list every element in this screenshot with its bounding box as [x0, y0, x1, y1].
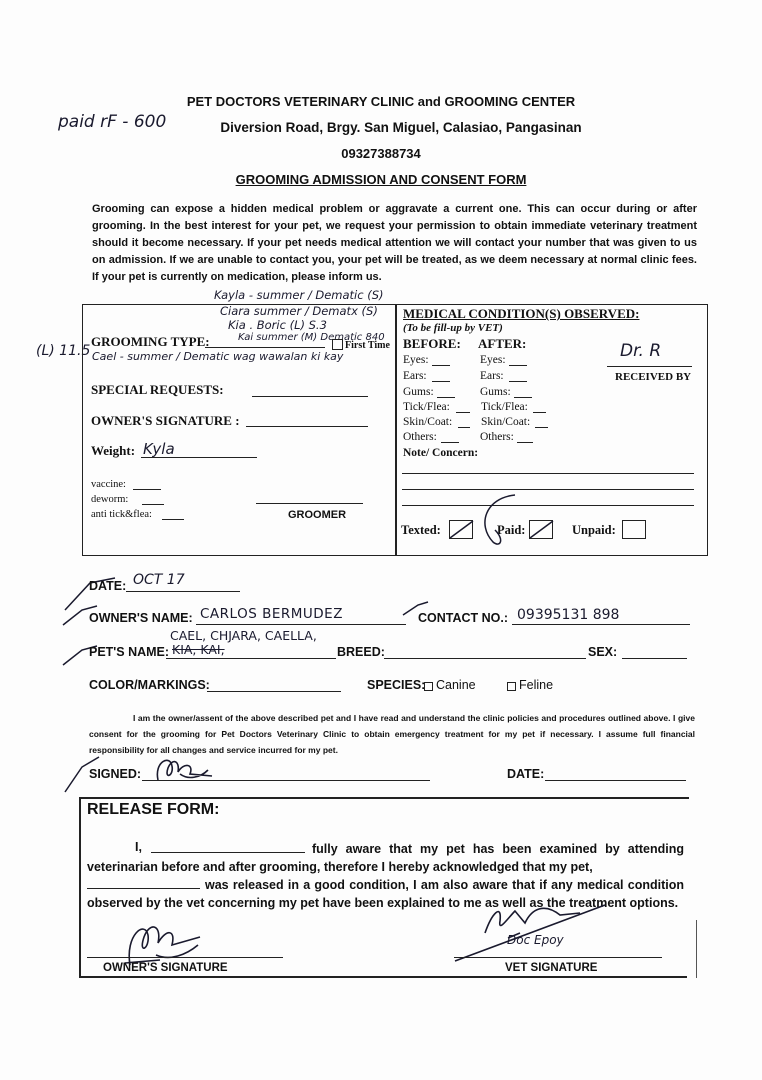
- before-gums: Gums:: [403, 386, 434, 398]
- owner-signature-label: OWNER'S SIGNATURE :: [91, 413, 240, 428]
- before-tick-flea-line[interactable]: [456, 412, 470, 413]
- after-others-line[interactable]: [517, 442, 533, 443]
- species-label: SPECIES:: [367, 678, 426, 692]
- sex-label: SEX:: [588, 645, 618, 659]
- after-gums: Gums:: [480, 386, 511, 398]
- weight-label: Weight:: [91, 443, 136, 458]
- contact-line[interactable]: [512, 624, 690, 625]
- weight-line[interactable]: [141, 457, 257, 458]
- release-right-border: [696, 920, 697, 978]
- medical-subtitle: (To be fill-up by VET): [403, 322, 503, 334]
- grooming-note-3: Kia . Boric (L) S.3: [228, 318, 327, 332]
- special-requests-line[interactable]: [252, 396, 368, 397]
- intro-paragraph: Grooming can expose a hidden medical problem or aggravate a current one. This can occur during or after grooming. In the best interest for your pet, we request your permission to obtain immediate veterinary treatment should it become necessary. If your pet needs medical attention we will contact your number that was given to us on admission. If we are unable to contact you, your pet will be treated, as we deem necessary at normal clinic fees. If your pet is currently on medication, please inform us.: [92, 203, 697, 283]
- pet-name-value: KIA, KAI,: [172, 642, 225, 657]
- first-time-checkbox[interactable]: [332, 339, 343, 350]
- release-text-b: fully aware that my pet has been examined by attending veterinarian before and after grooming, therefore I hereby acknowledged that my pet,: [87, 842, 684, 874]
- feline-checkbox[interactable]: [507, 682, 516, 691]
- release-top-border: [79, 797, 689, 799]
- owner-name-line[interactable]: [196, 624, 406, 625]
- after-skin-coat: Skin/Coat:: [481, 416, 531, 428]
- grooming-type-line[interactable]: [205, 347, 325, 348]
- groomer-line[interactable]: [256, 503, 363, 504]
- before-eyes: Eyes:: [403, 354, 429, 366]
- breed-line[interactable]: [384, 658, 586, 659]
- clinic-phone: 09327388734: [341, 146, 421, 161]
- grooming-note-5: Cael - summer / Dematic wag wawalan ki kay: [92, 350, 344, 363]
- margin-payment-note: paid rF - 600: [58, 112, 167, 132]
- date-value: OCT 17: [133, 572, 185, 588]
- after-eyes: Eyes:: [480, 354, 506, 366]
- before-others-line[interactable]: [441, 442, 459, 443]
- date2-label: DATE:: [507, 767, 545, 781]
- after-ears: Ears:: [480, 370, 504, 382]
- before-ears-line[interactable]: [432, 381, 450, 382]
- after-label: AFTER:: [478, 336, 527, 351]
- after-eyes-line[interactable]: [509, 365, 527, 366]
- before-others: Others:: [403, 431, 437, 443]
- pet-name-line[interactable]: [166, 658, 336, 659]
- breed-label: BREED:: [337, 645, 385, 659]
- contact-label: CONTACT NO.:: [418, 611, 509, 625]
- owner-signature-scribble: [150, 752, 220, 786]
- before-gums-line[interactable]: [437, 397, 455, 398]
- table-divider: [395, 305, 397, 555]
- note-line-1[interactable]: [402, 473, 694, 474]
- before-skin-coat: Skin/Coat:: [403, 416, 453, 428]
- clinic-address: Diversion Road, Brgy. San Miguel, Calasiao, Pangasinan: [220, 120, 582, 135]
- clinic-name: PET DOCTORS VETERINARY CLINIC and GROOMING CENTER: [186, 94, 576, 109]
- after-skin-coat-line[interactable]: [535, 427, 548, 428]
- medical-condition-title: MEDICAL CONDITION(S) OBSERVED:: [403, 306, 640, 321]
- grooming-note-2: Ciara summer / Dematx (S): [220, 304, 378, 318]
- texted-label: Texted:: [401, 523, 441, 537]
- sex-line[interactable]: [622, 658, 687, 659]
- after-tick-flea: Tick/Flea:: [481, 401, 528, 413]
- pet-name-label: PET'S NAME:: [89, 645, 170, 659]
- release-text-a: I,: [135, 840, 142, 854]
- weight-value: Kyla: [143, 440, 175, 458]
- received-by-label: RECEIVED BY: [615, 371, 692, 383]
- anti-tick-label: anti tick&flea:: [91, 509, 152, 520]
- color-markings-line[interactable]: [207, 691, 341, 692]
- special-requests-label: SPECIAL REQUESTS:: [91, 382, 224, 397]
- texted-checkbox[interactable]: [449, 520, 473, 539]
- note-line-3[interactable]: [402, 505, 694, 506]
- before-tick-flea: Tick/Flea:: [403, 401, 450, 413]
- release-left-border: [79, 797, 81, 977]
- before-skin-coat-line[interactable]: [458, 427, 470, 428]
- canine-checkbox[interactable]: [424, 682, 433, 691]
- after-tick-flea-line[interactable]: [533, 412, 546, 413]
- after-others: Others:: [480, 431, 514, 443]
- form-title: GROOMING ADMISSION AND CONSENT FORM: [235, 172, 527, 187]
- release-text-c: was released in a good condition, I am also aware that if any medical condition observed by the vet concerning my pet have been explained to me as well as the treatment options.: [87, 878, 684, 910]
- unpaid-label: Unpaid:: [572, 523, 616, 537]
- after-gums-line[interactable]: [514, 397, 532, 398]
- grooming-note-1: Kayla - summer / Dematic (S): [214, 288, 384, 302]
- owner-name-value: CARLOS BERMUDEZ: [200, 606, 343, 622]
- date-label: DATE:: [89, 579, 127, 593]
- date-line[interactable]: [126, 591, 240, 592]
- release-vet-signature-scribble: [450, 893, 620, 965]
- canine-label: Canine: [436, 678, 476, 692]
- owner-signature-line[interactable]: [246, 426, 368, 427]
- signed-label: SIGNED:: [89, 767, 142, 781]
- release-title: RELEASE FORM:: [87, 801, 220, 818]
- received-by-line[interactable]: [607, 366, 692, 367]
- deworm-label: deworm:: [91, 494, 129, 505]
- first-time-label: First Time: [345, 340, 390, 351]
- anti-tick-line[interactable]: [162, 519, 184, 520]
- paid-circle-mark: [475, 490, 545, 550]
- after-ears-line[interactable]: [509, 381, 527, 382]
- before-eyes-line[interactable]: [432, 365, 450, 366]
- grooming-note-left: (L) 11.5: [36, 343, 91, 359]
- color-markings-label: COLOR/MARKINGS:: [89, 678, 210, 692]
- paid-label: Paid:: [497, 523, 526, 537]
- received-by-value: Dr. R: [620, 341, 662, 361]
- note-line-2[interactable]: [402, 489, 694, 490]
- release-vet-signature-line[interactable]: [454, 957, 662, 958]
- groomer-label: GROOMER: [288, 509, 347, 521]
- contact-value: 09395131 898: [517, 607, 620, 623]
- release-bottom-border: [79, 976, 687, 978]
- pet-name-value-top: CAEL, CHJARA, CAELLA,: [170, 628, 317, 643]
- vaccine-line[interactable]: [133, 489, 161, 490]
- before-ears: Ears:: [403, 370, 427, 382]
- owner-name-label: OWNER'S NAME:: [89, 611, 193, 625]
- unpaid-checkbox[interactable]: [622, 520, 646, 539]
- release-vet-signature-text: Doc Epoy: [507, 933, 564, 947]
- grooming-note-4: Kai summer (M) Dematic 840: [238, 332, 385, 343]
- before-label: BEFORE:: [403, 336, 461, 351]
- release-vet-signature-label: VET SIGNATURE: [505, 962, 598, 974]
- vaccine-label: vaccine:: [91, 479, 126, 490]
- consent-paragraph: I am the owner/assent of the above described pet and I have read and understand the clinic policies and procedures outlined above. I give consent for the grooming for Pet Doctors Veterinary Clinic to obtain emergency treatment for my pet if necessary. I assume full financial responsibility for all changes and service incurred for my pet.: [89, 713, 695, 755]
- note-concern-label: Note/ Concern:: [403, 447, 479, 459]
- date2-line[interactable]: [545, 780, 686, 781]
- feline-label: Feline: [519, 678, 554, 692]
- grooming-type-label: GROOMING TYPE:: [91, 334, 210, 349]
- release-owner-signature-line[interactable]: [87, 957, 283, 958]
- deworm-line[interactable]: [142, 504, 164, 505]
- release-owner-signature-label: OWNER'S SIGNATURE: [103, 962, 228, 974]
